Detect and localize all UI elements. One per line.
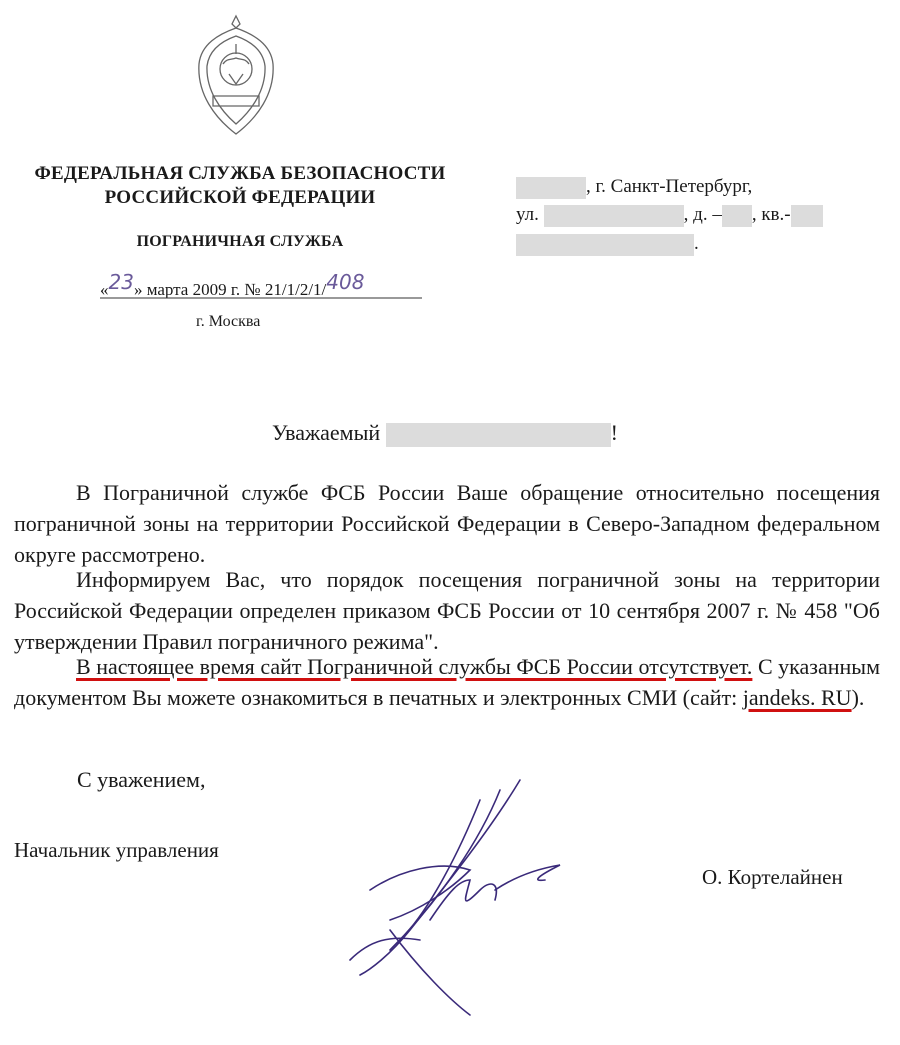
signer-position: Начальник управления: [14, 838, 219, 862]
address-house: , д. –: [683, 204, 722, 225]
paragraph-3: [14, 651, 880, 713]
redaction: [516, 234, 694, 256]
address-line-1: [516, 176, 752, 199]
address-flat: , кв.-: [751, 204, 791, 225]
date-day: 23: [108, 270, 134, 294]
date-rest: марта 2009 г. № 21/1/2/1/: [142, 280, 327, 299]
greeting-prefix: Уважаемый: [272, 420, 386, 445]
city: г. Москва: [196, 313, 261, 330]
redaction: [791, 205, 823, 227]
paragraph-2-text: Информируем Вас, что порядок посещения пограничной зоны на территории Российской Федерации определен приказом ФСБ России от 10 сентября 2007 г. № 458 "Об утверждении Правил пограничного режима".: [14, 567, 880, 654]
paragraph-3-text: С указанным документом Вы можете ознакомиться в печатных и электронных СМИ (сайт:: [14, 654, 881, 710]
redaction: [386, 423, 611, 447]
handwritten-signature: [330, 770, 590, 1020]
regards: С уважением,: [77, 767, 206, 792]
date-close-quote: »: [133, 280, 143, 299]
highlighted-sentence: В настоящее время сайт Пограничной службы ФСБ России отсутствует.: [76, 654, 753, 679]
address-line-2: [516, 204, 823, 227]
address-street-prefix: ул.: [516, 204, 544, 225]
site-reference: jandeks. RU: [742, 685, 852, 710]
address-line-3: [516, 233, 699, 256]
doc-number-hand: 408: [326, 270, 365, 294]
org-line-1: ФЕДЕРАЛЬНАЯ СЛУЖБА БЕЗОПАСНОСТИ: [34, 163, 446, 184]
paragraph-2: [14, 564, 880, 657]
address-city: , г. Санкт-Петербург,: [586, 176, 753, 197]
redaction: [516, 177, 586, 199]
paragraph-1: [14, 477, 880, 570]
date-open-quote: «: [100, 280, 109, 299]
date-line: [100, 270, 365, 300]
date-underline: [100, 296, 430, 300]
paragraph-1-text: В Пограничной службе ФСБ России Ваше обращение относительно посещения пограничной зоны на территории Российской Федерации в Северо-Западном федеральном округе рассмотрено.: [14, 480, 880, 567]
org-line-2: РОССИЙСКОЙ ФЕДЕРАЦИИ: [104, 187, 376, 208]
fsb-emblem: [193, 14, 279, 138]
redaction: [722, 205, 752, 227]
signer-name: О. Кортелайнен: [702, 865, 843, 889]
paragraph-3-end: ).: [851, 685, 865, 710]
redaction: [544, 205, 684, 227]
department: ПОГРАНИЧНАЯ СЛУЖБА: [136, 233, 344, 250]
greeting-suffix: !: [610, 420, 618, 445]
greeting: [272, 420, 618, 447]
address-end: .: [694, 233, 699, 254]
